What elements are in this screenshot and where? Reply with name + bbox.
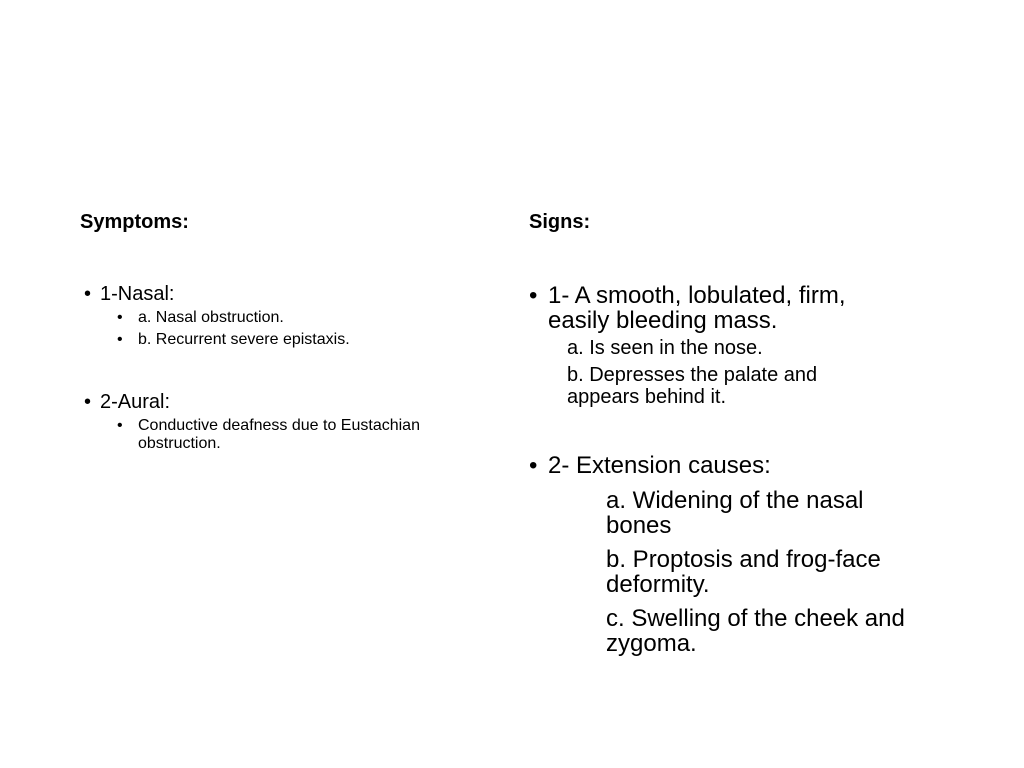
bullet-icon: • [117, 331, 123, 348]
sign-extension-sub: a. Widening of the nasal bones [606, 487, 864, 539]
symptom-nasal-item [117, 331, 477, 349]
sign-mass-sub: b. Depresses the palate and appears behind it. [567, 364, 818, 408]
symptom-nasal-item-text: b. Recurrent severe epistaxis. [138, 331, 350, 348]
bullet-icon: • [529, 282, 538, 309]
sign-extension-sub: b. Proptosis and frog-face deformity. [606, 546, 881, 598]
bullet-icon: • [117, 309, 123, 326]
symptom-aural [84, 390, 484, 414]
symptom-aural-item [117, 417, 462, 453]
symptom-nasal-label: 1-Nasal: [100, 283, 175, 305]
sign-mass-sub: a. Is seen in the nose. [567, 337, 763, 359]
symptom-aural-item-text: Conductive deafness due to Eustachian obstruction. [138, 417, 420, 452]
bullet-icon: • [529, 452, 538, 479]
sign-mass-label: 1- A smooth, lobulated, firm, easily bleeding mass. [548, 282, 846, 334]
signs-heading: Signs: [529, 211, 591, 233]
symptoms-heading: Symptoms: [80, 211, 189, 233]
sign-extension [529, 453, 894, 478]
sign-extension-label: 2- Extension causes: [548, 452, 771, 479]
bullet-icon: • [84, 283, 92, 305]
symptom-nasal [84, 282, 484, 306]
sign-mass [529, 283, 894, 333]
sign-extension-sub: c. Swelling of the cheek and zygoma. [606, 605, 905, 657]
bullet-icon: • [84, 391, 92, 413]
symptom-nasal-item [117, 309, 477, 327]
symptom-aural-label: 2-Aural: [100, 391, 171, 413]
symptom-nasal-item-text: a. Nasal obstruction. [138, 309, 284, 326]
bullet-icon: • [117, 417, 123, 434]
